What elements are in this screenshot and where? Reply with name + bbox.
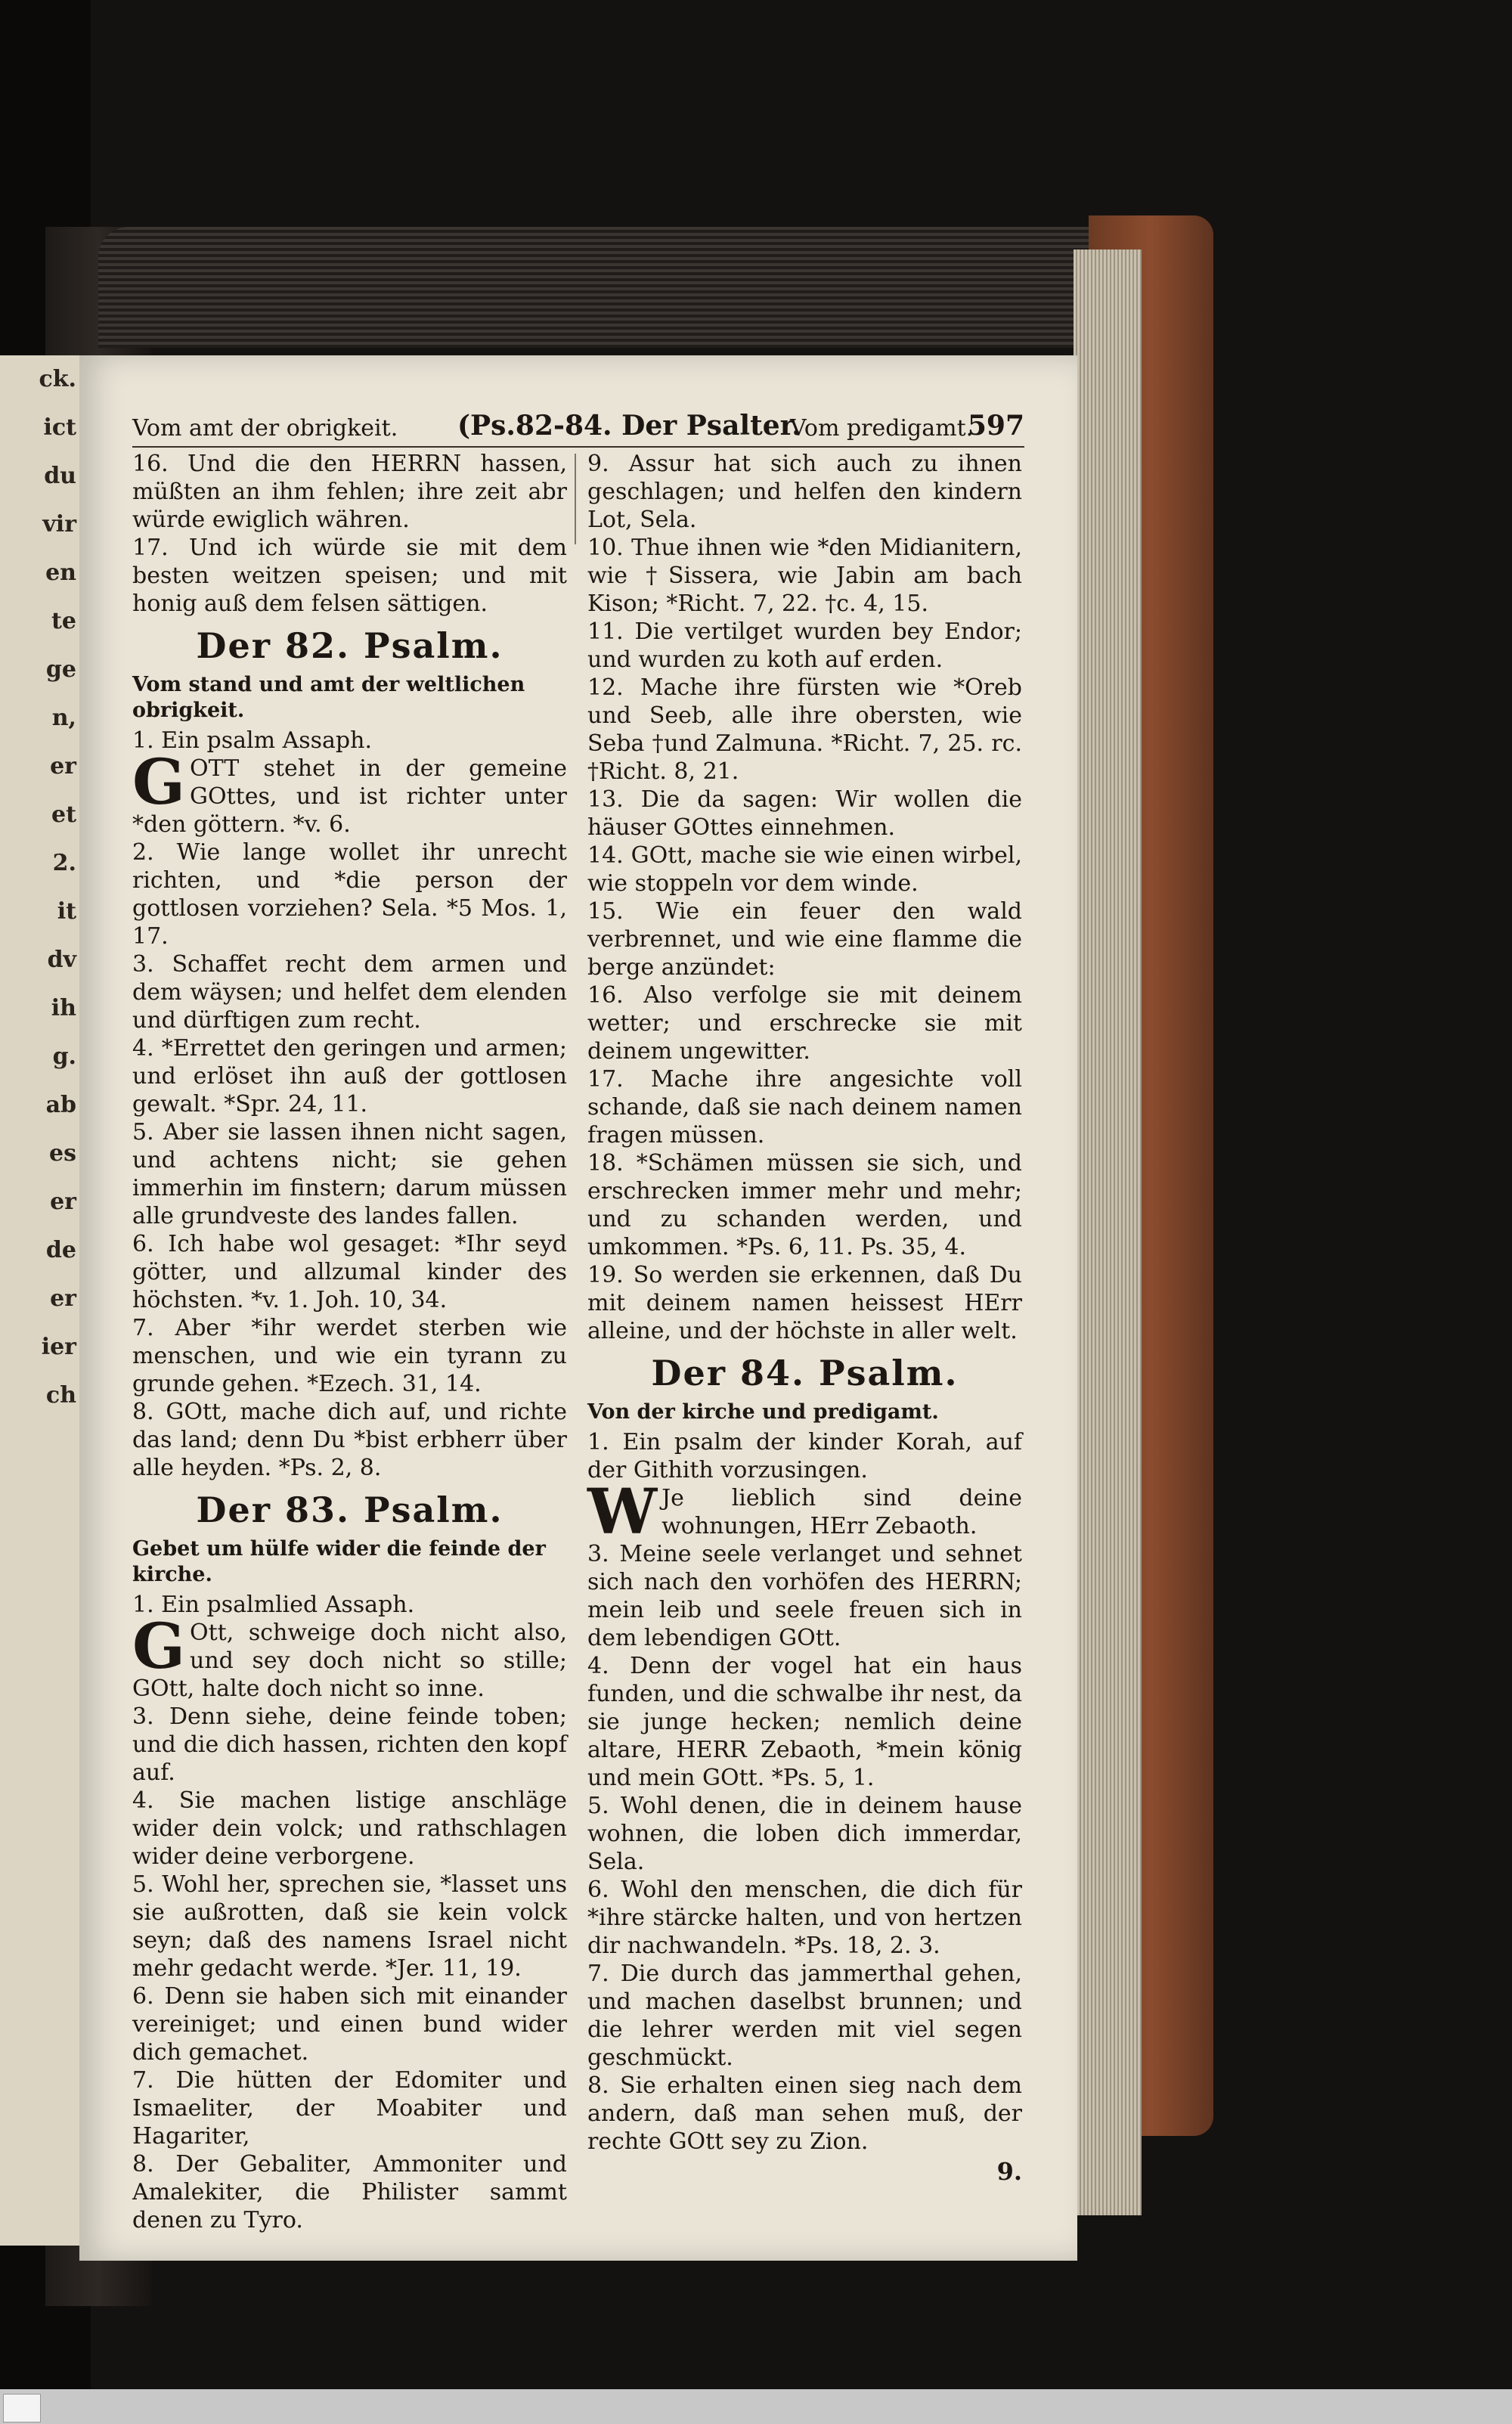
header-left: Vom amt der obrigkeit. bbox=[132, 415, 398, 442]
verse: 8. GOtt, mache dich auf, und richte das land; denn Du *bist erbherr über alle heyden. *Ps. 2, 8. bbox=[132, 1399, 567, 1481]
drop-initial: W bbox=[587, 1476, 658, 1548]
verse: 7. Die durch das jammerthal gehen, und machen daselbst brunnen; und die lehrer werden mit viel segen geschmückt. bbox=[587, 1961, 1022, 2071]
verse: 7. Aber *ihr werdet sterben wie menschen, und wie ein tyrann zu grunde gehen. *Ezech. 31, 14. bbox=[132, 1315, 567, 1397]
verse-with-initial bbox=[587, 1476, 1022, 1548]
verse: 8. Der Gebaliter, Ammoniter und Amalekiter, die Philister sammt denen zu Tyro. bbox=[132, 2151, 567, 2233]
running-header bbox=[132, 401, 1024, 448]
right-column bbox=[587, 450, 1022, 2186]
fragment-text: ge bbox=[45, 656, 76, 683]
verse: 5. Aber sie lassen ihnen nicht sagen, und achtens nicht; sie gehen immerhin im finstern; darum müssen alle grundveste des landes fallen. bbox=[132, 1119, 567, 1229]
verse-with-initial bbox=[132, 746, 567, 838]
page-number: 597 bbox=[967, 410, 1024, 442]
verse-text: Ott, schweige doch nicht also, und sey doch nicht so stille; GOtt, halte doch nicht so inne. bbox=[132, 1620, 567, 1702]
verse: 3. Denn siehe, deine feinde toben; und die dich hassen, richten den kopf auf. bbox=[132, 1703, 567, 1786]
viewer-bottom-bar bbox=[0, 2389, 1512, 2424]
verse: 3. Meine seele verlanget und sehnet sich nach den vorhöfen des HERRN; mein leib und seele freuen sich in dem lebendigen GOtt. bbox=[587, 1541, 1022, 1651]
verse: 19. So werden sie erkennen, daß Du mit deinem namen heissest HErr alleine, und der höchste in aller welt. bbox=[587, 1262, 1022, 1344]
verse: 17. Und ich würde sie mit dem besten weitzen speisen; und mit honig auß dem felsen sättigen. bbox=[132, 535, 567, 617]
verse: 17. Mache ihre angesichte voll schande, daß sie nach deinem namen fragen müssen. bbox=[587, 1066, 1022, 1148]
psalm-subtitle: Vom stand und amt der weltlichen obrigkeit. bbox=[132, 673, 525, 722]
previous-page-fragment bbox=[0, 355, 82, 2246]
header-right: Vom predigamt. bbox=[790, 415, 974, 442]
left-column bbox=[132, 450, 567, 2234]
verse: 12. Mache ihre fürsten wie *Oreb und Seeb, alle ihre obersten, wie Seba †und Zalmuna. *Richt. 7, 25. rc. †Richt. 8, 21. bbox=[587, 674, 1022, 785]
verse-text: OTT stehet in der gemeine GOttes, und ist richter unter *den göttern. *v. 6. bbox=[132, 755, 567, 838]
verse: 7. Die hütten der Edomiter und Ismaeliter, der Moabiter und Hagariter, bbox=[132, 2067, 567, 2150]
verse: 4. Denn der vogel hat ein haus funden, und die schwalbe ihr nest, da sie junge hecken; nemlich deine altare, HERR Zebaoth, *mein könig und mein GOtt. *Ps. 5, 1. bbox=[587, 1653, 1022, 1791]
psalm-subtitle: Gebet um hülfe wider die feinde der kirche. bbox=[132, 1537, 546, 1586]
book-page bbox=[79, 355, 1077, 2261]
verse: 9. Assur hat sich auch zu ihnen geschlagen; und helfen den kindern Lot, Sela. bbox=[587, 451, 1022, 533]
verse-text: Je lieblich sind deine wohnungen, HErr Zebaoth. bbox=[662, 1485, 1022, 1539]
page-block-edge bbox=[1074, 250, 1142, 2215]
fragment-text: n, bbox=[51, 705, 76, 731]
fragment-text: ck. bbox=[39, 366, 76, 392]
verse-with-initial bbox=[132, 1610, 567, 1703]
verse: 1. Ein psalmlied Assaph. bbox=[132, 1592, 415, 1618]
verse: 5. Wohl her, sprechen sie, *lasset uns sie außrotten, daß sie kein volck seyn; daß des namens Israel nicht mehr gedacht werde. *Jer. 11, 19. bbox=[132, 1871, 567, 1982]
verse: 6. Wohl den menschen, die dich für *ihre stärcke halten, und von hertzen dir nachwandeln. *Ps. 18, 2. 3. bbox=[587, 1877, 1022, 1959]
verse: 11. Die vertilget wurden bey Endor; und wurden zu koth auf erden. bbox=[587, 618, 1022, 673]
column-rule bbox=[575, 454, 577, 544]
verse: 10. Thue ihnen wie *den Midianitern, wie †Sissera, wie Jabin am bach Kison; *Richt. 7, 22. †c. 4, 15. bbox=[587, 535, 1022, 617]
psalm-subtitle: Von der kirche und predigamt. bbox=[587, 1400, 939, 1424]
fragment-text: ab bbox=[45, 1092, 76, 1118]
verse: 1. Ein psalm der kinder Korah, auf der Githith vorzusingen. bbox=[587, 1429, 1022, 1483]
library-logo-icon bbox=[3, 2394, 41, 2422]
verse: 2. Wie lange wollet ihr unrecht richten, und *die person der gottlosen vorziehen? Sela. *5 Mos. 1, 17. bbox=[132, 839, 567, 950]
fragment-text: ch bbox=[45, 1382, 76, 1409]
verse: 6. Denn sie haben sich mit einander vereiniget; und einen bund wider dich gemachet. bbox=[132, 1983, 567, 2066]
book-top-edge bbox=[98, 227, 1126, 348]
verse: 1. Ein psalm Assaph. bbox=[132, 727, 372, 754]
header-center: (Ps.82-84. Der Psalter. bbox=[457, 410, 801, 442]
fragment-text: en bbox=[45, 560, 76, 586]
drop-initial: G bbox=[132, 746, 186, 819]
fragment-text: er bbox=[50, 1285, 76, 1312]
catchword: 9. bbox=[996, 2157, 1022, 2186]
drop-initial: G bbox=[132, 1610, 186, 1683]
psalm-title: Der 84. Psalm. bbox=[651, 1353, 959, 1393]
fragment-text: et bbox=[51, 801, 76, 828]
fragment-text: ier bbox=[41, 1334, 76, 1360]
verse: 5. Wohl denen, die in deinem hause wohnen, die loben dich immerdar, Sela. bbox=[587, 1793, 1022, 1875]
fragment-text: g. bbox=[52, 1043, 76, 1070]
fragment-text: er bbox=[50, 753, 76, 780]
fragment-text: de bbox=[45, 1237, 76, 1263]
verse: 16. Und die den HERRN hassen, müßten an ihm fehlen; ihre zeit abr würde ewiglich währen. bbox=[132, 451, 567, 533]
verse: 4. *Errettet den geringen und armen; und erlöset ihn auß der gottlosen gewalt. *Spr. 24, 11. bbox=[132, 1035, 567, 1117]
psalm-title: Der 82. Psalm. bbox=[196, 625, 503, 666]
verse: 15. Wie ein feuer den wald verbrennet, und wie eine flamme die berge anzündet: bbox=[587, 898, 1022, 981]
fragment-text: it bbox=[57, 898, 76, 925]
fragment-text: te bbox=[51, 608, 76, 634]
verse: 3. Schaffet recht dem armen und dem wäysen; und helfet dem elenden und dürftigen zum recht. bbox=[132, 951, 567, 1034]
psalm-title: Der 83. Psalm. bbox=[196, 1489, 503, 1530]
fragment-text: du bbox=[44, 463, 76, 489]
fragment-text: vir bbox=[42, 511, 76, 538]
verse: 18. *Schämen müssen sie sich, und erschrecken immer mehr und mehr; und zu schanden werden, und umkommen. *Ps. 6, 11. Ps. 35, 4. bbox=[587, 1150, 1022, 1260]
fragment-text: er bbox=[50, 1189, 76, 1215]
fragment-text: ict bbox=[43, 414, 76, 441]
fragment-text: dv bbox=[47, 947, 76, 973]
verse: 16. Also verfolge sie mit deinem wetter; und erschrecke sie mit deinem ungewitter. bbox=[587, 982, 1022, 1065]
fragment-text: ih bbox=[51, 995, 76, 1021]
verse: 13. Die da sagen: Wir wollen die häuser GOttes einnehmen. bbox=[587, 786, 1022, 841]
fragment-text: 2. bbox=[52, 850, 76, 876]
verse: 14. GOtt, mache sie wie einen wirbel, wie stoppeln vor dem winde. bbox=[587, 842, 1022, 897]
verse: 6. Ich habe wol gesaget: *Ihr seyd götter, und allzumal kinder des höchsten. *v. 1. Joh. 10, 34. bbox=[132, 1231, 567, 1313]
verse: 4. Sie machen listige anschläge wider dein volck; und rathschlagen wider deine verborgene. bbox=[132, 1787, 567, 1870]
verse: 8. Sie erhalten einen sieg nach dem andern, daß man sehen muß, der rechte GOtt sey zu Zion. bbox=[587, 2072, 1022, 2155]
fragment-text: es bbox=[49, 1140, 76, 1167]
